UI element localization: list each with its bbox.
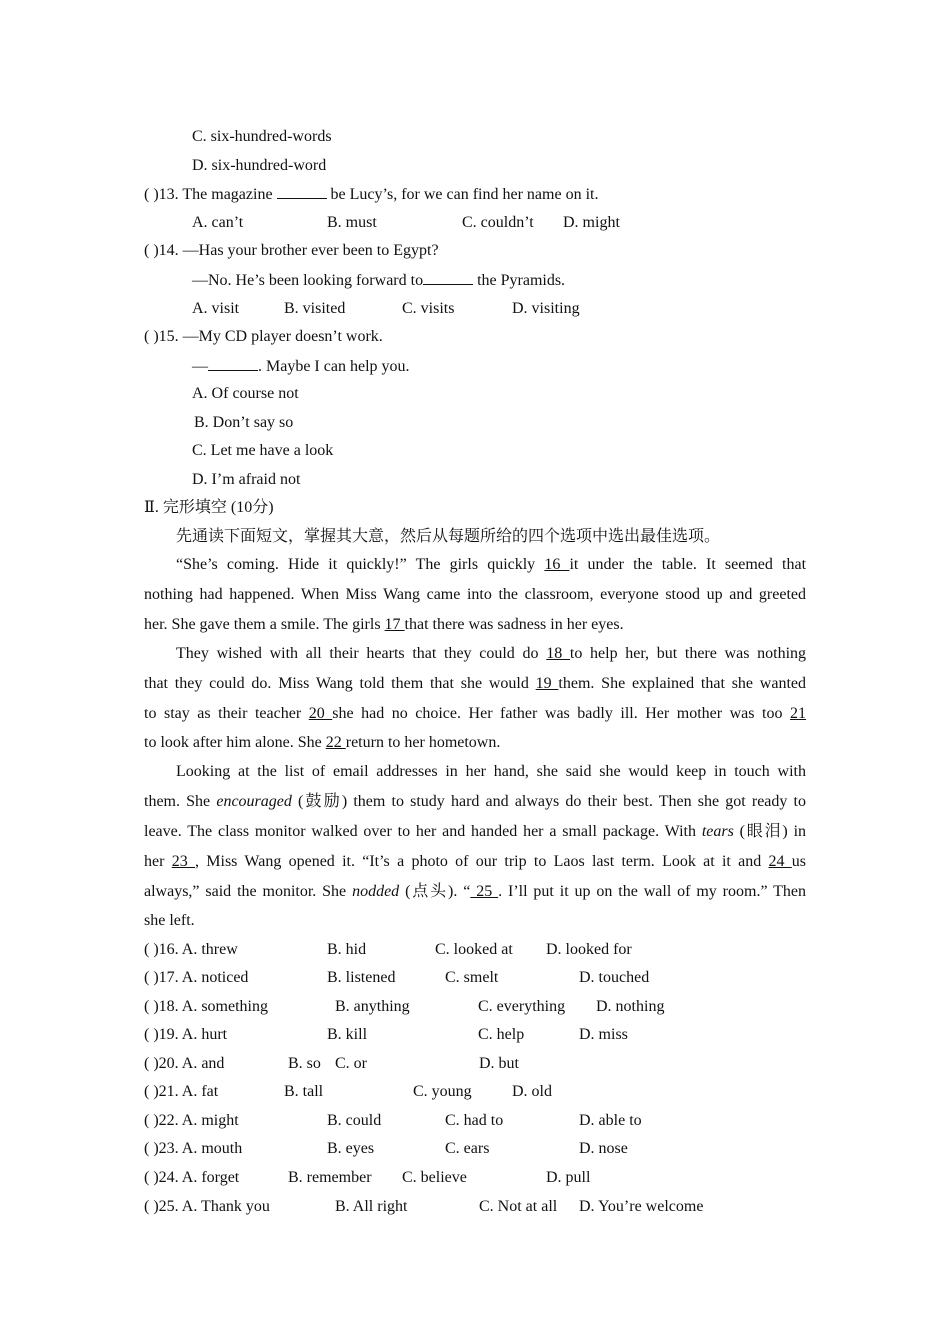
question-number: ( )21. A. fat: [144, 1083, 219, 1100]
option-d: D. but: [479, 1055, 519, 1072]
answer-blank: [208, 356, 258, 371]
option-c: C. had to: [445, 1112, 504, 1129]
italic-word: nodded: [352, 883, 400, 900]
option-c: C. couldn’t: [462, 214, 534, 231]
blank-17: 17: [384, 616, 405, 633]
passage-text: to stay as their teacher: [144, 705, 302, 722]
blank-21: 21: [790, 705, 806, 722]
option-c: C. or: [335, 1055, 367, 1072]
question-number: ( )18. A. something: [144, 998, 268, 1015]
question-number: ( )19. A. hurt: [144, 1026, 228, 1043]
option-a: A. Of course not: [192, 385, 299, 402]
passage-line: [144, 704, 806, 724]
passage-text: , Miss Wang opened it. “It’s a photo of our trip to Laos last term. Look at it and: [195, 853, 762, 870]
passage-text: to help her, but there was nothing: [569, 645, 807, 662]
passage-text: (点头). “: [405, 883, 471, 900]
passage-text: “She’s coming. Hide it quickly!” The girls quickly: [176, 556, 536, 573]
passage-text: us: [791, 853, 807, 870]
option-b: B. anything: [335, 998, 410, 1015]
option-b: B. remember: [288, 1169, 372, 1186]
question-number: ( )17. A. noticed: [144, 969, 249, 986]
passage-text: (眼泪) in: [739, 823, 807, 840]
passage-line: [144, 733, 806, 753]
italic-word: tears: [701, 823, 734, 840]
q12-option-c: C. six-hundred-words: [192, 128, 332, 145]
option-c: C. help: [478, 1026, 525, 1043]
q13-stem-rest: be Lucy’s, for we can find her name on it.: [330, 186, 599, 203]
option-d: D. visiting: [512, 300, 580, 317]
option-d: D. nose: [579, 1140, 628, 1157]
option-d: D. looked for: [546, 941, 632, 958]
passage-text: (鼓励) them to study hard and always do their best. Then she got ready to: [298, 793, 807, 810]
passage-line: [144, 762, 806, 782]
blank-19: 19: [535, 675, 559, 692]
section-title: Ⅱ. 完形填空 (10分): [144, 499, 274, 516]
passage-line: [144, 792, 806, 812]
option-d: D. pull: [546, 1169, 591, 1186]
option-b: B. Don’t say so: [194, 414, 294, 431]
passage-text: that there was sadness in her eyes.: [404, 616, 624, 633]
question-13: [144, 184, 598, 205]
question-15: ( )15. —My CD player doesn’t work.: [144, 328, 383, 345]
passage-line: [144, 674, 806, 694]
passage-text: that they could do. Miss Wang told them that she would: [144, 675, 529, 692]
blank-25: 25: [470, 883, 499, 900]
passage-line: nothing had happened. When Miss Wang came into the classroom, everyone stood up and greeted: [144, 586, 806, 603]
blank-20: 20: [308, 705, 333, 722]
option-b: B. so: [288, 1055, 321, 1072]
answer-blank: [423, 270, 473, 285]
option-c: C. smelt: [445, 969, 499, 986]
passage-line: [144, 852, 806, 872]
passage-line: [144, 882, 806, 902]
passage-line: [144, 555, 806, 575]
option-c: C. looked at: [435, 941, 513, 958]
question-number: ( )16. A. threw: [144, 941, 238, 958]
option-b: B. hid: [327, 941, 367, 958]
passage-text: her. She gave them a smile. The girls: [144, 616, 381, 633]
passage-text: . I’ll put it up on the wall of my room.” Then: [498, 883, 807, 900]
option-d: D. old: [512, 1083, 552, 1100]
option-d: D. might: [563, 214, 620, 231]
passage-text: return to her hometown.: [345, 734, 501, 751]
option-b: B. listened: [327, 969, 396, 986]
q14-response-start: —No. He’s been looking forward to: [192, 272, 424, 289]
option-c: C. ears: [445, 1140, 490, 1157]
q12-option-d: D. six-hundred-word: [192, 157, 327, 174]
option-d: D. touched: [579, 969, 650, 986]
option-b: B. All right: [335, 1198, 408, 1215]
option-b: B. visited: [284, 300, 346, 317]
passage-line: [144, 644, 806, 664]
option-b: B. must: [327, 214, 377, 231]
option-c: C. visits: [402, 300, 455, 317]
passage-line: [144, 615, 806, 635]
question-number: ( )24. A. forget: [144, 1169, 240, 1186]
passage-text: she had no choice. Her father was badly ill. Her mother was too: [332, 705, 783, 722]
option-d: D. able to: [579, 1112, 642, 1129]
passage-line: [144, 822, 806, 842]
option-c: C. everything: [478, 998, 566, 1015]
question-number: ( )20. A. and: [144, 1055, 225, 1072]
option-c: C. Let me have a look: [192, 442, 334, 459]
option-c: C. believe: [402, 1169, 467, 1186]
italic-word: encouraged: [216, 793, 292, 810]
option-c: C. young: [413, 1083, 472, 1100]
q14-response: [192, 270, 565, 291]
passage-line: she left.: [144, 912, 195, 929]
passage-text: Looking at the list of email addresses in her hand, she said she would keep in touch with: [176, 763, 806, 780]
q14-response-end: the Pyramids.: [477, 272, 566, 289]
question-number: ( )23. A. mouth: [144, 1140, 243, 1157]
q15-dash: —: [192, 358, 208, 375]
question-14: ( )14. —Has your brother ever been to Egypt?: [144, 242, 439, 259]
option-b: B. eyes: [327, 1140, 375, 1157]
passage-text: to look after him alone. She: [144, 734, 322, 751]
option-b: B. kill: [327, 1026, 368, 1043]
option-d: D. miss: [579, 1026, 628, 1043]
option-b: B. tall: [284, 1083, 324, 1100]
q15-response: [192, 356, 410, 377]
option-a: A. visit: [192, 300, 240, 317]
option-a: A. can’t: [192, 214, 244, 231]
option-d: D. I’m afraid not: [192, 471, 301, 488]
blank-24: 24: [768, 853, 792, 870]
blank-18: 18: [546, 645, 570, 662]
passage-text: them. She: [144, 793, 211, 810]
option-d: D. You’re welcome: [579, 1198, 704, 1215]
answer-blank: [277, 184, 327, 199]
question-number: ( )22. A. might: [144, 1112, 239, 1129]
blank-23: 23: [171, 853, 195, 870]
passage-text: her: [144, 853, 165, 870]
option-b: B. could: [327, 1112, 382, 1129]
blank-16: 16: [544, 556, 570, 573]
passage-text: leave. The class monitor walked over to her and handed her a small package. With: [144, 823, 696, 840]
passage-text: They wished with all their hearts that they could do: [176, 645, 539, 662]
passage-text: always,” said the monitor. She: [144, 883, 347, 900]
option-d: D. nothing: [596, 998, 665, 1015]
blank-22: 22: [325, 734, 346, 751]
option-c: C. Not at all: [479, 1198, 558, 1215]
passage-text: them. She explained that she wanted: [558, 675, 807, 692]
q13-stem: ( )13. The magazine: [144, 186, 273, 203]
q15-response-end: . Maybe I can help you.: [258, 358, 410, 375]
passage-text: it under the table. It seemed that: [569, 556, 807, 573]
question-number: ( )25. A. Thank you: [144, 1198, 270, 1215]
section-instruction: 先通读下面短文，掌握其大意，然后从每题所给的四个选项中选出最佳选项。: [176, 528, 721, 545]
